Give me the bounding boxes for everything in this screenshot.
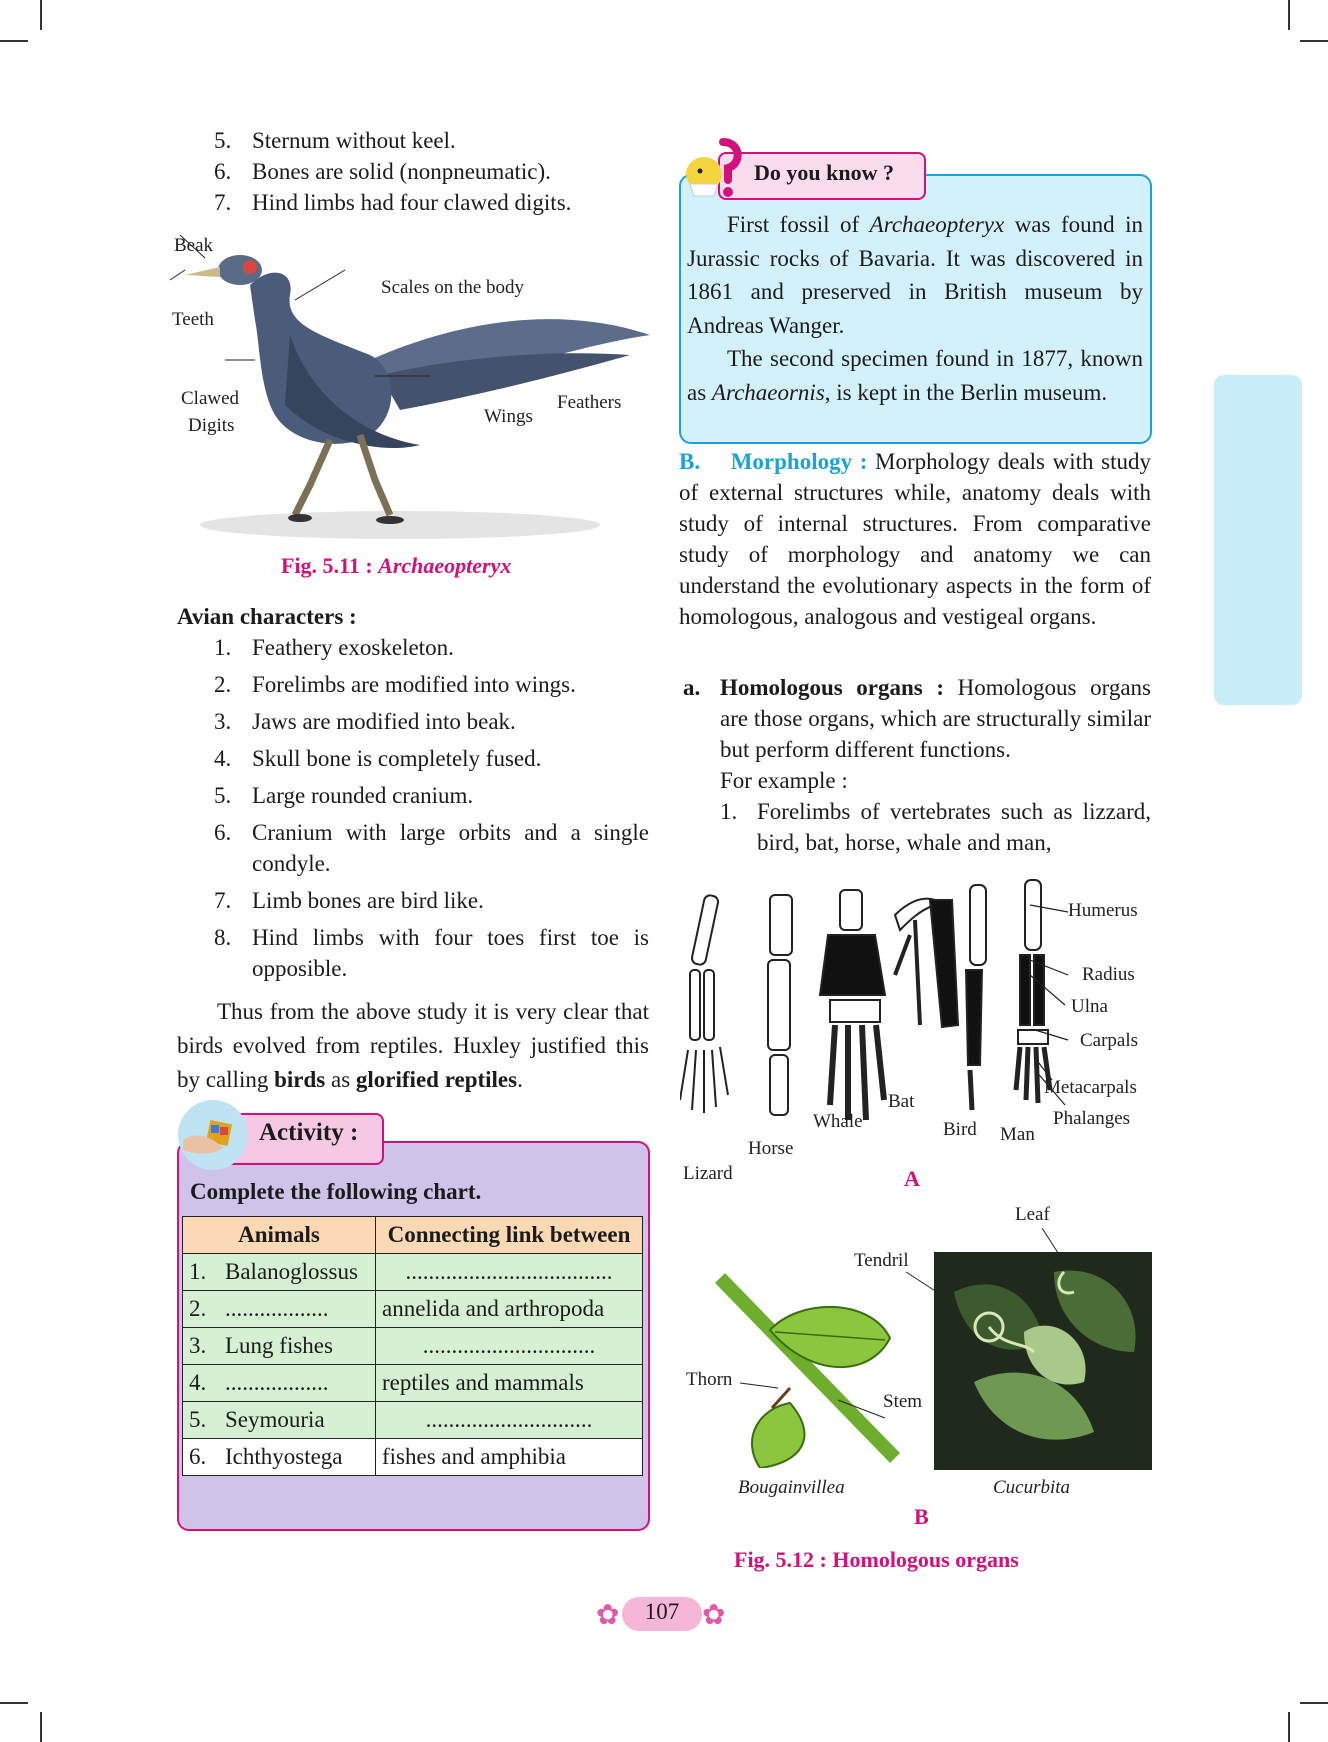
do-you-know-title: Do you know ? [754, 160, 894, 185]
label-scales: Scales on the body [381, 277, 525, 298]
list-item: 4. Skull bone is completely fused. [214, 746, 542, 771]
label-thorn: Thorn [686, 1369, 733, 1390]
avian-heading: Avian characters : [177, 604, 357, 629]
side-tab [1214, 375, 1302, 705]
label-beak: Beak [174, 235, 214, 256]
label-clawed: Clawed [181, 388, 240, 409]
crop-mark [1288, 1712, 1290, 1742]
crop-mark [1288, 0, 1290, 30]
crop-mark [40, 1712, 42, 1742]
list-item: 1. Feathery exoskeleton. [214, 635, 454, 660]
label-cucurbita: Cucurbita [993, 1477, 1071, 1498]
blank-cell[interactable]: .............................. [376, 1328, 643, 1365]
table-row: 5. Seymouria ............................. [183, 1402, 643, 1439]
activity-title: Activity : [259, 1119, 359, 1146]
label-feathers: Feathers [557, 392, 622, 413]
label-leaf: Leaf [1015, 1204, 1050, 1225]
crop-mark [40, 0, 42, 30]
forelimb-bones-diagram [680, 875, 980, 1145]
do-you-know-text: First fossil of Archaeopteryx was found in Jurassic rocks of Bavaria. It was discovered in 1861 and preserved in British museum by Andreas Wanger. The second specimen found in 1877, known as Archaeornis, is kept in the Berlin museum. [687, 212, 1143, 405]
flower-icon: ✿ [596, 1600, 620, 1631]
label-stem: Stem [883, 1391, 923, 1412]
fig-5-11-caption: Fig. 5.11 : Archaeopteryx [281, 553, 512, 578]
question-mark-icon [676, 134, 746, 204]
label-horse: Horse [748, 1138, 794, 1159]
activity-icon [178, 1100, 248, 1170]
list-item: 5. Large rounded cranium. [214, 783, 474, 808]
list-item: 7. Hind limbs had four clawed digits. [214, 190, 572, 215]
blank-cell[interactable]: ............................. [376, 1402, 643, 1439]
list-item: 8. Hind limbs with four toes first toe is opposible. [214, 925, 649, 981]
label-phalanges: Phalanges [1053, 1108, 1131, 1129]
avian-characters [177, 601, 649, 990]
fig-5-12-caption: Fig. 5.12 : Homologous organs [734, 1547, 1019, 1572]
lizard-limb [680, 894, 728, 1113]
blank-cell[interactable]: 2. .................. [183, 1291, 376, 1328]
page-number: 107 [644, 1599, 680, 1624]
morphology-paragraph: B. Morphology : Morphology deals with study of external structures while, anatomy deals with study of internal structures. From comparative study of morphology and anatomy we can understand the evolutionary aspects in the form of homologous, analogous and vestigeal organs. [679, 449, 1151, 629]
table-row: 1. Balanoglossus .................................... [183, 1254, 643, 1291]
label-ulna: Ulna [1071, 996, 1108, 1017]
label-wings: Wings [484, 406, 533, 427]
list-item: 2. Forelimbs are modified into wings. [214, 672, 576, 697]
activity-chart [182, 1216, 643, 1476]
crop-mark [0, 40, 28, 42]
part-a-label: A [904, 1166, 920, 1191]
label-metacarpals: Metacarpals [1044, 1077, 1137, 1098]
blank-cell[interactable]: 4. .................. [183, 1365, 376, 1402]
list-item: 6. Cranium with large orbits and a single condyle. [214, 820, 649, 876]
label-lizard: Lizard [683, 1163, 733, 1184]
bird-limb [966, 885, 986, 1110]
crop-mark [1300, 1702, 1328, 1704]
label-teeth: Teeth [172, 309, 214, 330]
label-tendril: Tendril [854, 1250, 909, 1271]
table-row: 3. Lung fishes .............................. [183, 1328, 643, 1365]
list-item: 5. Sternum without keel. [214, 128, 456, 153]
label-carpals: Carpals [1080, 1030, 1139, 1051]
bougainvillea-illustration [680, 1268, 930, 1468]
horse-limb [768, 895, 792, 1115]
table-row: 6. Ichthyostega fishes and amphibia [183, 1439, 643, 1476]
table-row: 2. .................. annelida and arthropoda [183, 1291, 643, 1328]
label-whale: Whale [813, 1111, 863, 1132]
list-item: 6. Bones are solid (nonpneumatic). [214, 159, 551, 184]
list-item: 3. Jaws are modified into beak. [214, 709, 516, 734]
label-bat: Bat [888, 1091, 915, 1112]
homologous-section: a. Homologous organs : Homologous organs are those organs, which are structurally similar but perform different functions. For example : 1. Forelimbs of vertebrates such as lizzard, bird, bat, horse, whale and man, [683, 675, 1152, 855]
blank-cell[interactable]: .................................... [376, 1254, 643, 1291]
label-bird: Bird [943, 1119, 977, 1140]
leaf-tendril-leaders [900, 1228, 1060, 1328]
top-list [214, 125, 654, 218]
flower-icon: ✿ [702, 1600, 726, 1631]
crop-mark [1300, 40, 1328, 42]
activity-instruction: Complete the following chart. [190, 1179, 482, 1204]
label-bougainvillea: Bougainvillea [738, 1477, 845, 1498]
list-item: 7. Limb bones are bird like. [214, 888, 484, 913]
part-b-label: B [914, 1504, 929, 1529]
label-digits: Digits [188, 415, 235, 436]
label-humerus: Humerus [1068, 900, 1138, 921]
whale-limb [820, 890, 885, 1120]
conclusion-paragraph: Thus from the above study it is very clear that birds evolved from reptiles. Huxley justified this by calling birds as glorified reptiles. [177, 999, 649, 1092]
header-animals: Animals [183, 1217, 376, 1254]
bat-limb [895, 899, 958, 1027]
label-radius: Radius [1082, 964, 1135, 985]
header-connecting-link: Connecting link between [376, 1217, 643, 1254]
table-row: 4. .................. reptiles and mammals [183, 1365, 643, 1402]
crop-mark [0, 1702, 28, 1704]
label-man: Man [1000, 1124, 1035, 1145]
